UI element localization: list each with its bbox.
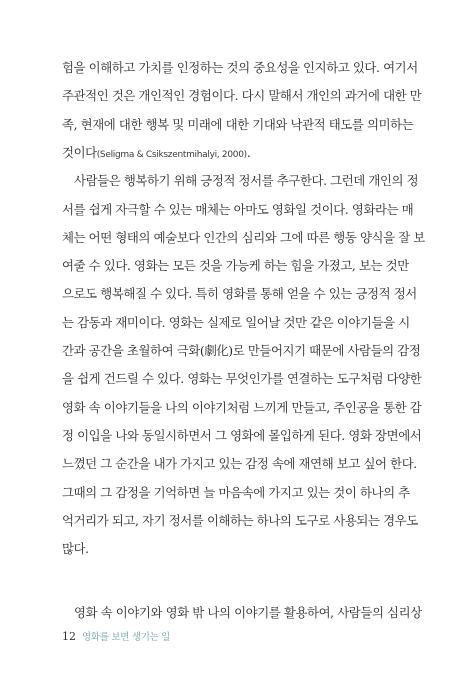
body-text-line-with-citation <box>62 137 408 168</box>
body-text-line: 는 감동과 재미이다. 영화는 실제로 일어날 것만 같은 이야기들을 시 <box>62 314 410 330</box>
page-number: 12 <box>62 630 76 643</box>
body-text-line: 정 이입을 나와 동일시하면서 그 영화에 몰입하게 된다. 영화 장면에서 <box>62 427 422 443</box>
body-text-line: 을 쉽게 건드릴 수 있다. 영화는 무엇인가를 연결하는 도구처럼 다양한 <box>62 371 422 387</box>
sentence-end: . <box>246 144 251 160</box>
body-text-line: 족, 현재에 대한 행복 및 미래에 대한 기대와 낙관적 태도를 의미하는 <box>62 116 414 132</box>
body-text-line: 험을 이해하고 가치를 인정하는 것의 중요성을 인지하고 있다. 여기서 <box>62 60 418 75</box>
body-text-line: 그때의 그 감정을 기억하면 늘 마음속에 가지고 있는 것이 하나의 추 <box>62 484 410 500</box>
body-text-line: 으로도 행복해질 수 있다. 특히 영화를 통해 얻을 수 있는 긍정적 정서 <box>62 286 417 302</box>
body-text-line: 많다. <box>62 541 89 557</box>
body-text: 것이다 <box>62 144 97 160</box>
body-text-line: 영화 속 이야기와 영화 밖 나의 이야기를 활용하여, 사람들의 심리상 <box>74 605 422 621</box>
body-text-line: 느꼈던 그 순간을 내가 가지고 있는 감정 속에 재연해 보고 싶어 한다. <box>62 456 417 472</box>
body-text-line: 억거리가 되고, 자기 정서를 이해하는 하나의 도구로 사용되는 경우도 <box>62 512 418 528</box>
page-footer <box>62 627 170 643</box>
body-text-line: 체는 어떤 형태의 예술보다 인간의 심리와 그에 따른 행동 양식을 잘 보 <box>62 229 425 245</box>
running-title: 영화를 보면 생기는 일 <box>82 632 171 643</box>
body-text-line: 간과 공간을 초월하여 극화(劇化)로 만들어지기 때문에 사람들의 감정 <box>62 343 421 358</box>
citation: (Seligma & Csikszentmihalyi, 2000) <box>96 149 247 160</box>
body-text-line: 서를 쉽게 자극할 수 있는 매체는 아마도 영화일 것이다. 영화라는 매 <box>62 201 414 217</box>
body-text-line: 영화 속 이야기들을 나의 이야기처럼 느끼게 만들고, 주인공을 통한 감 <box>62 399 422 415</box>
body-text-line: 사람들은 행복하기 위해 긍정적 정서를 추구한다. 그런데 개인의 정 <box>74 173 419 189</box>
body-text-line: 여줄 수 있다. 영화는 모든 것을 가능케 하는 힘을 가졌고, 보는 것만 <box>62 258 409 274</box>
body-text-line: 주관적인 것은 개인적인 경험이다. 다시 말해서 개인의 과거에 대한 만 <box>62 88 422 104</box>
